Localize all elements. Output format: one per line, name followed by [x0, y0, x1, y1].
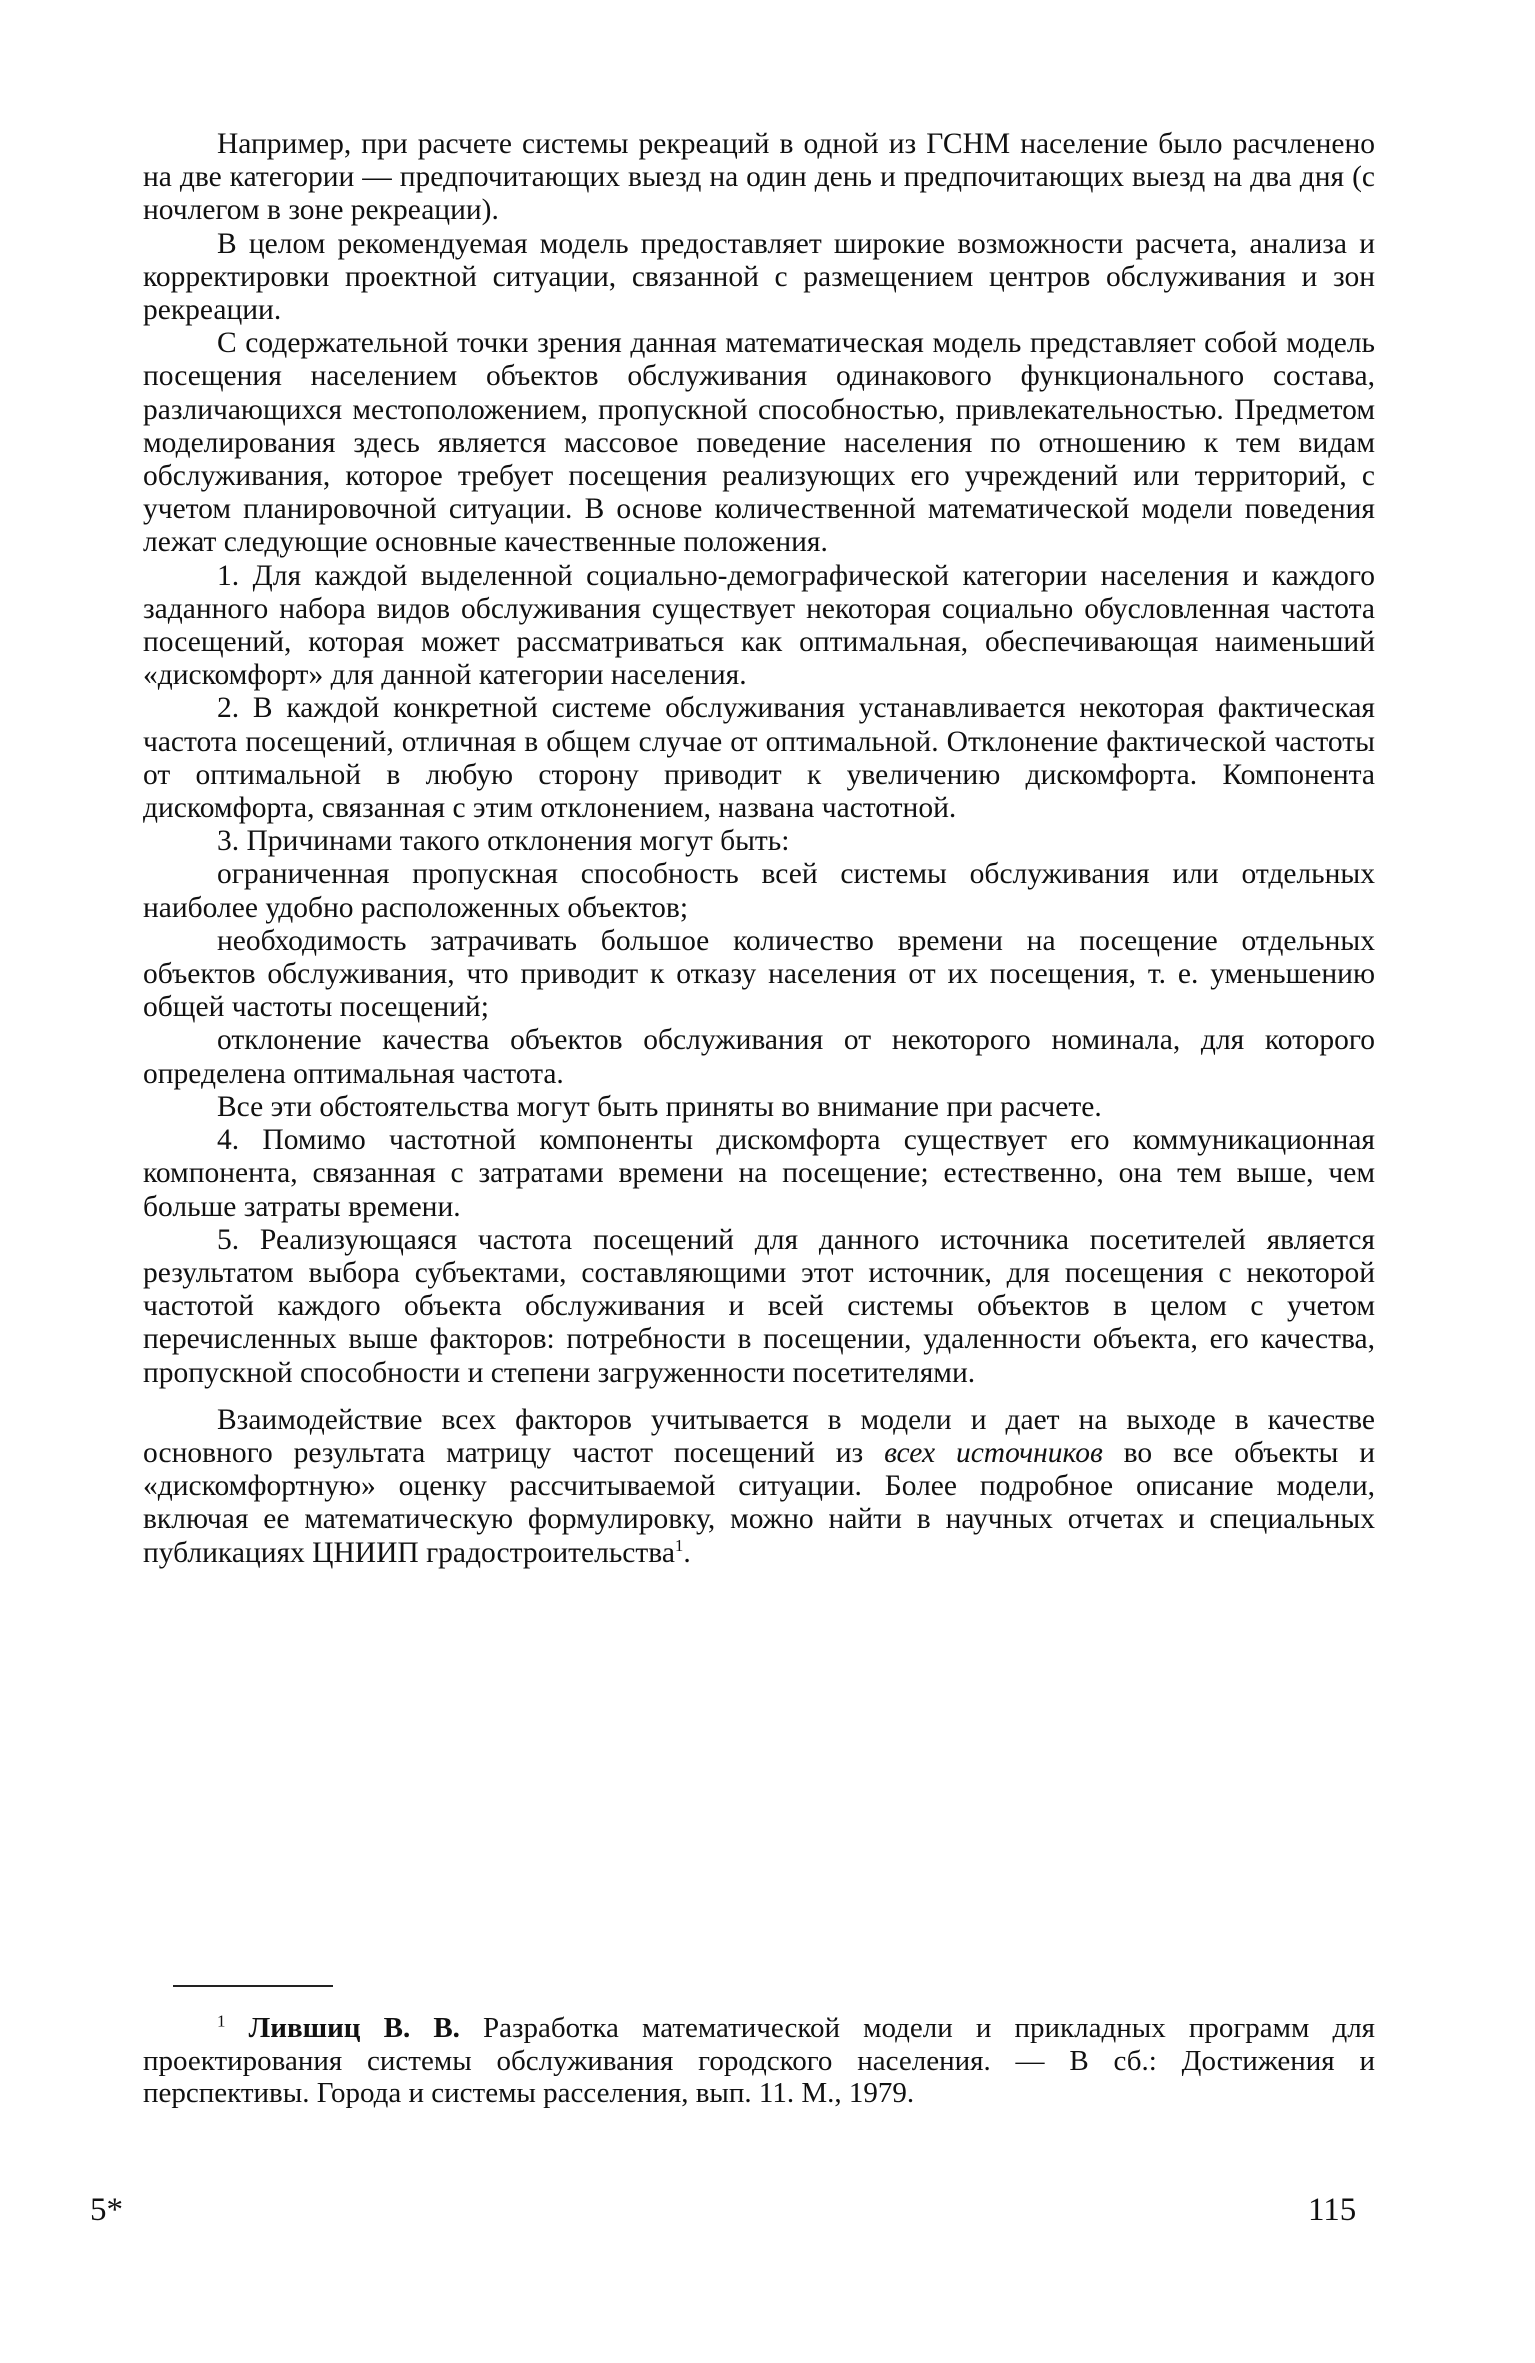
list-item-3-reason-2: необходимость затрачивать большое количество времени на посещение отдельных объектов обслуживания, что приводит к отказу населения от их посещения, т. е. уменьшению общей частоты посещений;	[143, 924, 1375, 1024]
list-item-3: 3. Причинами такого отклонения могут быть:	[217, 825, 790, 858]
signature-mark: 5*	[90, 2192, 123, 2228]
list-item-5: 5. Реализующаяся частота посещений для данного источника посетителей является результатом выбора субъектами, составляющими этот источник, для посещения с некоторой частотой каждого объекта обслуживания и всей системы объектов в целом с учетом перечисленных выше факторов: потребности в посещении, удаленности объекта, его качества, пропускной способности и степени загруженности посетителями.	[143, 1223, 1375, 1389]
conclusion-period: .	[683, 1536, 691, 1569]
paragraph-1: Например, при расчете системы рекреаций в одной из ГСНМ население было расчленено на две категории — предпочитающих выезд на один день и предпочитающих выезд на два дня (с ночлегом в зоне рекреации).	[143, 128, 1375, 227]
page-number: 115	[1308, 2192, 1357, 2228]
paragraph-3: С содержательной точки зрения данная математическая модель представляет собой модель посещения населением объектов обслуживания одинакового функционального состава, различающихся местоположением, пропускной способностью, привлекательностью. Предметом моделирования здесь является массовое поведение населения по отношению к тем видам обслуживания, которое требует посещения реализующих его учреждений или территорий, с учетом планировочной ситуации. В основе количественной математической модели поведения лежат следующие основные качественные положения.	[143, 327, 1375, 559]
list-item-3-summary: Все эти обстоятельства могут быть приняты во внимание при расчете.	[217, 1090, 1102, 1123]
conclusion-text-start: Взаимодействие всех факторов учитывается в модели и дает на выходе в качестве основного результата матрицу частот посещений из	[143, 1403, 1375, 1469]
conclusion-paragraph	[143, 1404, 1375, 1570]
footnote-text: Разработка математической модели и прикладных программ для проектирования системы обслуживания городского населения. — В сб.: Достижения и перспективы. Города и системы расселения, вып. 11. М., 1979.	[143, 2012, 1376, 2109]
list-item-2: 2. В каждой конкретной системе обслуживания устанавливается некоторая фактическая частота посещений, отличная в общем случае от оптимальной. Отклонение фактической частоты от оптимальной в любую сторону приводит к увеличению дискомфорта. Компонента дискомфорта, связанная с этим отклонением, названа частотной.	[143, 692, 1375, 825]
conclusion-text-end: во все объекты и «дискомфортную» оценку рассчитываемой ситуации. Более подробное описание модели, включая ее математическую формулировку, можно найти в научных отчетах и специальных публикациях ЦНИИП градостроительства	[143, 1436, 1375, 1569]
list-item-1: 1. Для каждой выделенной социально-демографической категории населения и каждого заданного набора видов обслуживания существует некоторая социально обусловленная частота посещений, которая может рассматриваться как оптимальная, обеспечивающая наименьший «дискомфорт» для данной категории населения.	[143, 559, 1375, 692]
paragraph-2: В целом рекомендуемая модель предоставляет широкие возможности расчета, анализа и корректировки проектной ситуации, связанной с размещением центров обслуживания и зон рекреации.	[143, 227, 1375, 327]
list-item-3-reason-1: ограниченная пропускная способность всей системы обслуживания или отдельных наиболее удобно расположенных объектов;	[143, 858, 1375, 924]
footnote-reference[interactable]: 1	[674, 1535, 684, 1555]
footnote-author: Лившиц В. В.	[248, 2012, 460, 2044]
conclusion-italic-text: всех источников	[884, 1436, 1103, 1469]
list-item-4: 4. Помимо частотной компоненты дискомфорта существует его коммуникационная компонента, связанная с затратами времени на посещение; естественно, она тем выше, чем больше затраты времени.	[143, 1124, 1375, 1223]
footnote-separator	[173, 1985, 333, 1987]
footnote	[143, 2012, 1375, 2110]
footnote-marker: 1	[217, 2011, 226, 2031]
main-text	[143, 128, 1375, 1570]
list-item-3-reason-3: отклонение качества объектов обслуживания от некоторого номинала, для которого определена оптимальная частота.	[143, 1024, 1375, 1090]
